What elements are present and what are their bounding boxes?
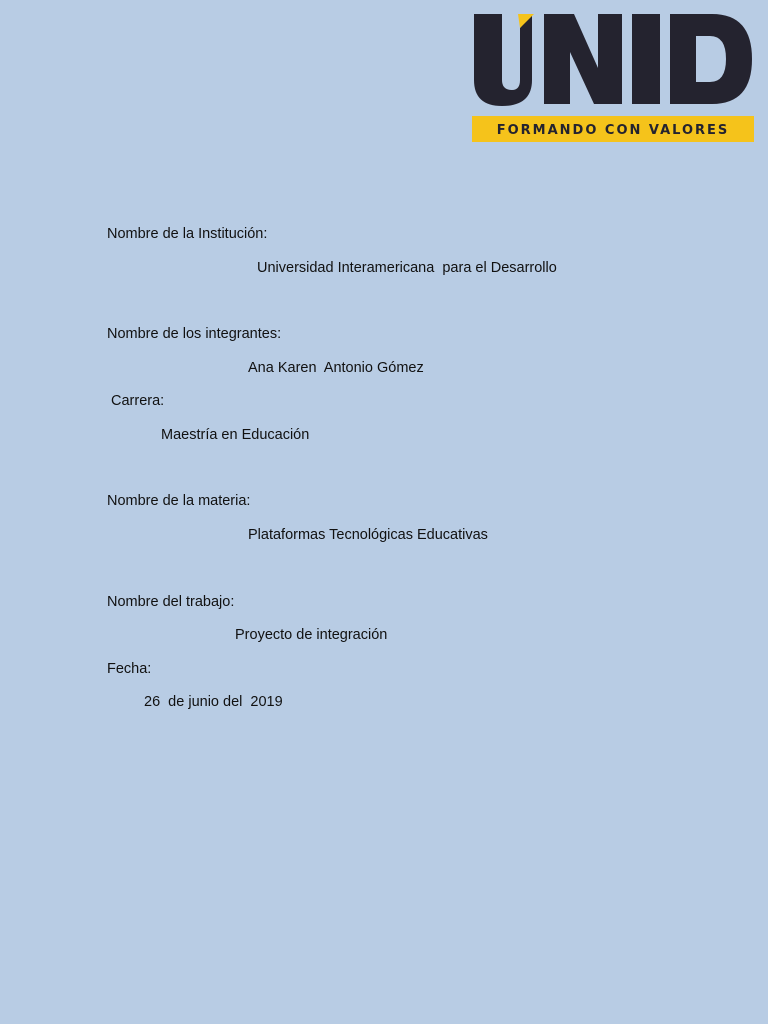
institution-label: Nombre de la Institución: — [107, 226, 268, 242]
members-label: Nombre de los integrantes: — [107, 326, 282, 342]
logo-letter-n — [544, 14, 622, 104]
logo-letter-u — [474, 14, 532, 106]
date-label: Fecha: — [107, 661, 152, 677]
unid-logo-graphic — [472, 12, 754, 144]
unid-logo — [472, 12, 754, 144]
work-value: Proyecto de integración — [235, 627, 388, 643]
work-label: Nombre del trabajo: — [107, 594, 235, 610]
institution-value: Universidad Interamericana para el Desarrollo — [257, 260, 557, 276]
date-value: 26 de junio del 2019 — [144, 694, 283, 710]
members-value: Ana Karen Antonio Gómez — [248, 360, 424, 376]
career-value: Maestría en Educación — [161, 427, 310, 443]
logo-tagline: FORMANDO CON VALORES — [496, 123, 730, 138]
career-label: Carrera: — [111, 393, 165, 409]
logo-letter-i — [632, 14, 660, 104]
subject-value: Plataformas Tecnológicas Educativas — [248, 527, 488, 543]
subject-label: Nombre de la materia: — [107, 493, 251, 509]
logo-letter-d — [670, 14, 752, 104]
